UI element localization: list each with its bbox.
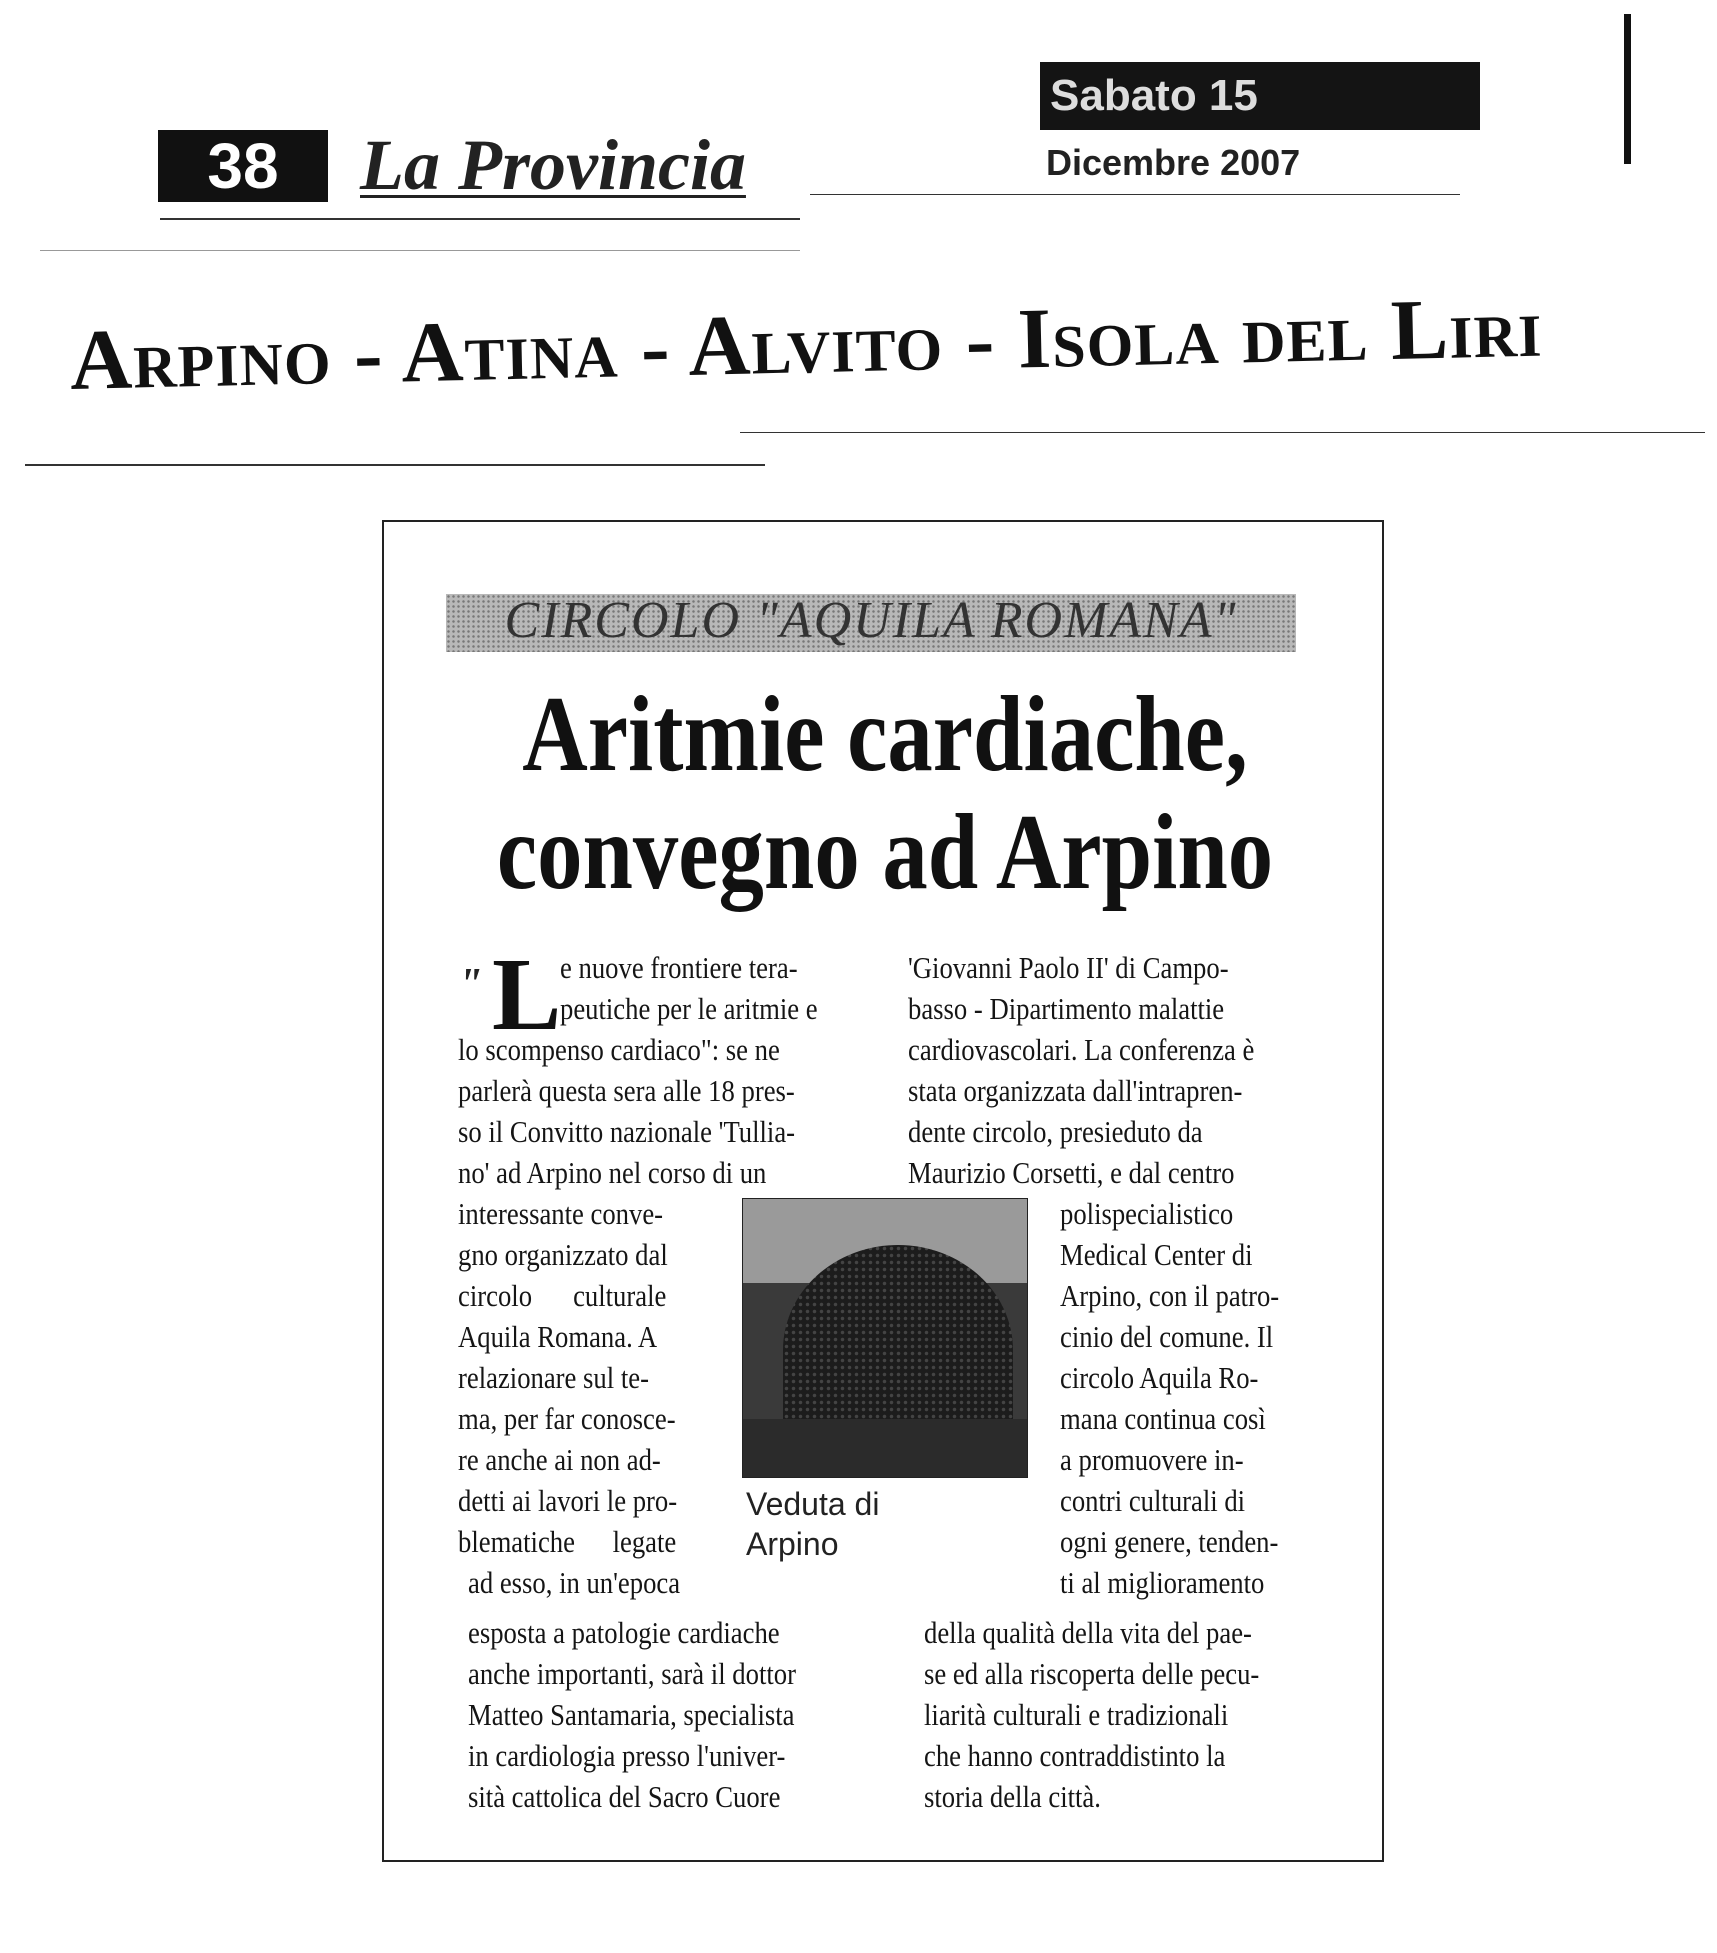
col1-line: gno organizzato dal [458, 1237, 668, 1272]
col1-line: in cardiologia presso l'univer- [468, 1738, 786, 1773]
col2-line: dente circolo, presieduto da [908, 1114, 1203, 1149]
col2-line: mana continua così [1060, 1401, 1266, 1436]
col1-line: interessante conve- [458, 1196, 664, 1231]
col1-line: ma, per far conosce- [458, 1401, 676, 1436]
col1-line: esposta a patologie cardiache [468, 1615, 780, 1650]
col2-line: della qualità della vita del pae- [924, 1615, 1252, 1650]
col1-line: relazionare sul te- [458, 1360, 649, 1395]
col2-line: a promuovere in- [1060, 1442, 1244, 1477]
col2-line: se ed alla riscoperta delle pecu- [924, 1656, 1260, 1691]
issue-weekday: Sabato 15 [1040, 62, 1480, 130]
newspaper-name: La Provincia [360, 125, 746, 205]
col1-line: no' ad Arpino nel corso di un [458, 1155, 767, 1190]
opening-quote: " [458, 959, 483, 1008]
drop-cap: L [492, 937, 562, 1052]
col2-line: ogni genere, tenden- [1060, 1524, 1279, 1559]
col1-line: so il Convitto nazionale 'Tullia- [458, 1114, 796, 1149]
col2-line: circolo Aquila Ro- [1060, 1360, 1259, 1395]
article-kicker: CIRCOLO "AQUILA ROMANA" [504, 592, 1238, 649]
article-headline [494, 676, 1275, 912]
col2-line: contri culturali di [1060, 1483, 1246, 1518]
photo-foreground [743, 1419, 1027, 1477]
col1-line: anche importanti, sarà il dottor [468, 1656, 796, 1691]
margin-bar [1624, 14, 1631, 164]
col2-line: ti al miglioramento [1060, 1565, 1265, 1600]
col1-line: parlerà questa sera alle 18 pres- [458, 1073, 795, 1108]
headline-line-1: Aritmie cardiache, [522, 675, 1248, 794]
col2-line: 'Giovanni Paolo II' di Campo- [908, 950, 1229, 985]
col2-line: polispecialistico [1060, 1196, 1234, 1231]
col2-line: stata organizzata dall'intrapren- [908, 1073, 1243, 1108]
col2-line: cardiovascolari. La conferenza è [908, 1032, 1255, 1067]
col2-line: Arpino, con il patro- [1060, 1278, 1280, 1313]
col1-line: lo scompenso cardiaco": se ne [458, 1032, 780, 1067]
issue-date: Dicembre 2007 [1046, 142, 1301, 183]
col2-line: basso - Dipartimento malattie [908, 991, 1225, 1026]
photo-caption [746, 1484, 946, 1564]
col1-line: detti ai lavori le pro- [458, 1483, 678, 1518]
masthead-rule-faint [40, 250, 800, 251]
masthead-rule-right [810, 194, 1460, 195]
arpino-photo [742, 1198, 1028, 1478]
col1-line: peutiche per le aritmie e [560, 991, 818, 1026]
col2-line: che hanno contraddistinto la [924, 1738, 1226, 1773]
caption-line-2: Arpino [746, 1526, 839, 1562]
col1-line: Aquila Romana. A [458, 1319, 658, 1354]
col1-line: Matteo Santamaria, specialista [468, 1697, 795, 1732]
masthead-rule-left [160, 218, 800, 220]
col1-line: re anche ai non ad- [458, 1442, 661, 1477]
caption-line-1: Veduta di [746, 1486, 880, 1522]
col2-line: cinio del comune. Il [1060, 1319, 1274, 1354]
section-heading: Arpino - Atina - Alvito - Isola del Liri [68, 278, 1544, 408]
page-number: 38 [158, 130, 328, 202]
col2-line: liarità culturali e tradizionali [924, 1697, 1229, 1732]
col1-line: ad esso, in un'epoca [468, 1565, 681, 1600]
col1-line: sità cattolica del Sacro Cuore [468, 1779, 781, 1814]
col2-line: storia della città. [924, 1779, 1101, 1814]
col2-line: Maurizio Corsetti, e dal centro [908, 1155, 1235, 1190]
col2-line: Medical Center di [1060, 1237, 1253, 1272]
col1-line: circolo culturale [458, 1278, 667, 1313]
headline-line-2: convegno ad Arpino [496, 793, 1274, 912]
section-rule-right [740, 432, 1705, 433]
col1-line: blematiche legate [458, 1524, 677, 1559]
col1-line: e nuove frontiere tera- [560, 950, 798, 985]
section-rule-left [25, 464, 765, 466]
